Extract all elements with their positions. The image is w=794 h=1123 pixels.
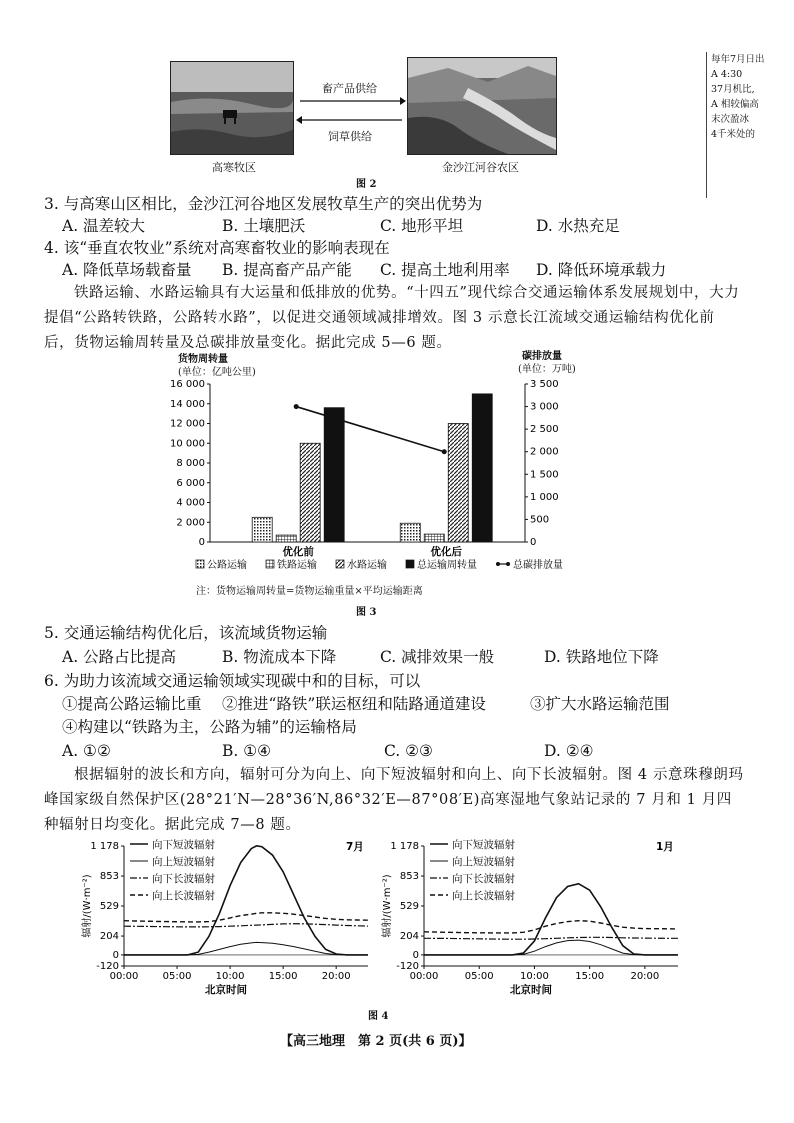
q3-option-c[interactable]: C. 地形平坦 [380,217,464,235]
fig4-legend-label: 向上长波辐射 [152,890,215,902]
fig3-bar-总运输周转量 [324,408,344,542]
q3-option-d[interactable]: D. 水热充足 [536,217,620,235]
fig4-y-axis-title: 辐射/(W·m⁻²) [382,874,393,938]
fig4-x-axis-title: 北京时间 [510,984,552,996]
fig2-left-caption: 高寒牧区 [212,161,256,174]
fig4-label: 图 4 [368,1011,389,1022]
q6-option-a[interactable]: A. ①② [62,742,111,760]
fig3-legend-label: 水路运输 [347,560,387,571]
fig4-y-tick-label: 0 [112,949,119,961]
q6-statement-1: ①提高公路运输比重 [62,695,202,713]
fig3-label: 图 3 [356,607,377,618]
side-note [706,52,782,198]
q6-statement-2: ②推进“路铁”联运枢纽和陆路通道建设 [222,695,486,713]
fig4-line-向上长波辐射 [424,921,678,933]
fig3-bar-铁路运输 [424,534,444,542]
q4-option-a[interactable]: A. 降低草场载畜量 [62,261,192,279]
q5-option-c[interactable]: C. 减排效果一般 [380,648,495,666]
fig3-legend-swatch [266,560,274,568]
fig3-left-tick-label: 2 000 [176,517,205,529]
fig4-x-tick-label: 15:00 [268,971,298,982]
fig4-x-tick-label: 20:00 [321,971,351,982]
q6-option-d[interactable]: D. ②④ [544,742,594,760]
fig3-right-tick-label: 3 000 [530,401,559,413]
jinsha-valley-image [408,58,556,154]
fig4-y-tick-label: 1 178 [90,841,119,852]
q4-option-d[interactable]: D. 降低环境承载力 [536,261,667,279]
fig4-y-axis-title: 辐射/(W·m⁻²) [82,874,93,938]
q3-option-b[interactable]: B. 土壤肥沃 [222,217,306,235]
fig3-right-axis-title [518,350,576,376]
fig2-arrow-bottom-label: 饲草供给 [328,130,372,143]
q6-option-c[interactable]: C. ②③ [384,742,433,760]
fig4-line-向上短波辐射 [124,942,368,955]
fig4-x-tick-label: 20:00 [630,971,660,982]
fig4-y-tick-label: 853 [399,871,419,883]
side-note-line: 37月机比, [711,84,755,95]
fig4-legend-label: 向上短波辐射 [152,856,215,868]
fig4-y-tick-label: 1 178 [390,841,419,852]
fig4-legend-label: 向上短波辐射 [452,856,515,868]
fig4-july-chart [80,836,380,1004]
fig3-carbon-point [294,404,299,409]
fig2-photo-left [170,61,294,155]
fig4-line-向下长波辐射 [124,924,368,927]
fig4-month-title: 7月 [346,841,364,853]
fig4-x-tick-label: 10:00 [215,971,245,982]
fig4-y-tick-label: 529 [399,901,419,912]
q5-option-d[interactable]: D. 铁路地位下降 [544,648,659,666]
fig4-x-tick-label: 00:00 [409,971,439,982]
fig4-y-tick-label: 0 [412,949,419,961]
fig3-bar-水路运输 [300,443,320,542]
page-footer: 【高三地理 第 2 页(共 6 页)】 [280,1034,472,1049]
fig4-x-tick-label: 10:00 [520,971,549,982]
fig2-photo-right [407,57,557,155]
side-note-line: 末次盈冰 [711,114,750,125]
fig4-line-向上短波辐射 [424,940,678,955]
fig3-right-axis-unit: (单位：万吨) [518,364,576,375]
fig4-y-tick-label: 853 [99,871,119,883]
fig4-y-tick-label: 204 [399,931,419,943]
passage-5-6: 铁路运输、水路运输具有大运量和低排放的优势。“十四五”现代综合交通运输体系发展规划中，大力提倡“公路转铁路，公路转水路”，以促进交通领域减排增效。图 3 示意长江流域交通运输结构优化前后，货物运输周转量及总碳排放量变化。据此完成 5—6 题。 [44,285,740,351]
fig3-category-label: 优化后 [430,546,462,558]
side-note-line: A 相较偏高 [711,99,759,110]
fig3-legend-label: 公路运输 [207,560,247,571]
fig3-chart [170,374,590,580]
fig3-right-tick-label: 2 000 [530,446,559,458]
fig3-legend-label: 总运输周转量 [417,560,477,571]
fig3-note: 注：货物运输周转量=货物运输重量×平均运输距离 [196,586,423,597]
fig3-left-tick-label: 0 [198,537,205,548]
side-note-line: 4千米处的 [711,129,756,140]
fig4-x-axis-title: 北京时间 [205,984,247,996]
fig3-legend-label: 总碳排放量 [513,560,563,571]
fig4-january-chart [380,836,690,1004]
fig3-right-tick-label: 3 500 [530,379,559,390]
fig3-left-tick-label: 12 000 [170,418,205,430]
fig4-line-向下长波辐射 [424,937,678,939]
fig4-x-tick-label: 05:00 [464,971,494,982]
fig3-left-tick-label: 4 000 [176,497,205,509]
fig4-y-tick-label: -120 [396,961,419,972]
fig4-x-tick-label: 15:00 [575,971,605,982]
highland-pasture-image [171,62,293,154]
fig3-legend-swatch [196,560,204,568]
fig2-arrow-top-label: 畜产品供给 [322,82,377,95]
fig4-legend-label: 向下短波辐射 [452,839,515,851]
fig4-line-向上长波辐射 [124,913,368,922]
fig3-carbon-point [442,449,447,454]
fig3-left-axis-unit: (单位：亿吨公里) [178,367,256,378]
q5-stem: 5. 交通运输结构优化后，该流域货物运输 [44,624,328,642]
fig3-left-axis-title-text: 货物周转量 [178,354,228,365]
q4-stem: 4. 该“垂直农牧业”系统对高寒畜牧业的影响表现在 [44,239,390,257]
fig3-left-tick-label: 16 000 [170,379,205,390]
fig3-right-tick-label: 1 000 [530,491,559,503]
q6-option-b[interactable]: B. ①④ [222,742,272,760]
fig2-label: 图 2 [356,179,377,190]
fig4-y-tick-label: 529 [99,901,119,912]
fig3-right-tick-label: 500 [530,514,550,526]
fig3-legend-swatch [336,560,344,568]
q6-stem: 6. 为助力该流域交通运输领域实现碳中和的目标，可以 [44,672,421,690]
fig3-bar-总运输周转量 [472,394,492,542]
fig3-bar-公路运输 [400,523,420,542]
fig2-arrows [296,96,406,126]
side-note-line: 每年7月日出 [711,54,765,65]
fig2-right-caption: 金沙江河谷农区 [442,161,519,174]
q4-option-b[interactable]: B. 提高畜产品产能 [222,261,352,279]
fig3-legend-dot [506,562,510,566]
fig4-legend-label: 向下长波辐射 [452,873,515,885]
fig3-right-tick-label: 1 500 [530,469,559,481]
fig4-legend-label: 向上长波辐射 [452,890,515,902]
fig4-x-tick-label: 00:00 [109,971,139,982]
q3-option-a[interactable]: A. 温差较大 [62,217,146,235]
fig3-legend-dot [496,562,500,566]
q5-option-b[interactable]: B. 物流成本下降 [222,648,337,666]
fig3-category-label: 优化前 [282,546,314,558]
fig3-left-tick-label: 6 000 [176,477,205,489]
fig3-left-tick-label: 14 000 [170,398,205,410]
fig4-y-tick-label: 204 [99,931,119,943]
fig4-legend-label: 向下长波辐射 [152,873,215,885]
fig3-bar-水路运输 [448,424,468,543]
side-note-line: A 4:30 [711,69,743,80]
fig4-legend-label: 向下短波辐射 [152,839,215,851]
fig4-x-tick-label: 05:00 [162,971,192,982]
fig3-bar-铁路运输 [276,535,296,542]
fig3-bar-公路运输 [252,517,272,542]
fig3-legend-swatch [406,560,414,568]
fig3-legend-label: 铁路运输 [277,560,317,571]
passage-7-8: 根据辐射的波长和方向，辐射可分为向上、向下短波辐射和向上、向下长波辐射。图 4 示意珠穆朗玛峰国家级自然保护区(28°21′N—28°36′N,86°32′E—87°08′E)高寒湿地气象站记录的 7 月和 1 月四种辐射日均变化。据此完成 7—8 题。 [44,767,744,833]
fig3-right-tick-label: 0 [530,537,537,548]
fig3-left-tick-label: 10 000 [170,438,205,450]
fig3-left-tick-label: 8 000 [176,458,205,469]
q6-statement-4: ④构建以“铁路为主，公路为辅”的运输格局 [62,718,357,736]
fig3-right-axis-title-text: 碳排放量 [522,351,562,362]
q6-statement-3: ③扩大水路运输范围 [530,695,670,713]
q5-option-a[interactable]: A. 公路占比提高 [62,648,177,666]
fig4-y-tick-label: -120 [96,961,119,972]
fig4-month-title: 1月 [656,841,674,853]
q3-stem: 3. 与高寒山区相比，金沙江河谷地区发展牧草生产的突出优势为 [44,195,483,213]
fig3-right-tick-label: 2 500 [530,424,559,436]
q4-option-c[interactable]: C. 提高土地利用率 [380,261,510,279]
